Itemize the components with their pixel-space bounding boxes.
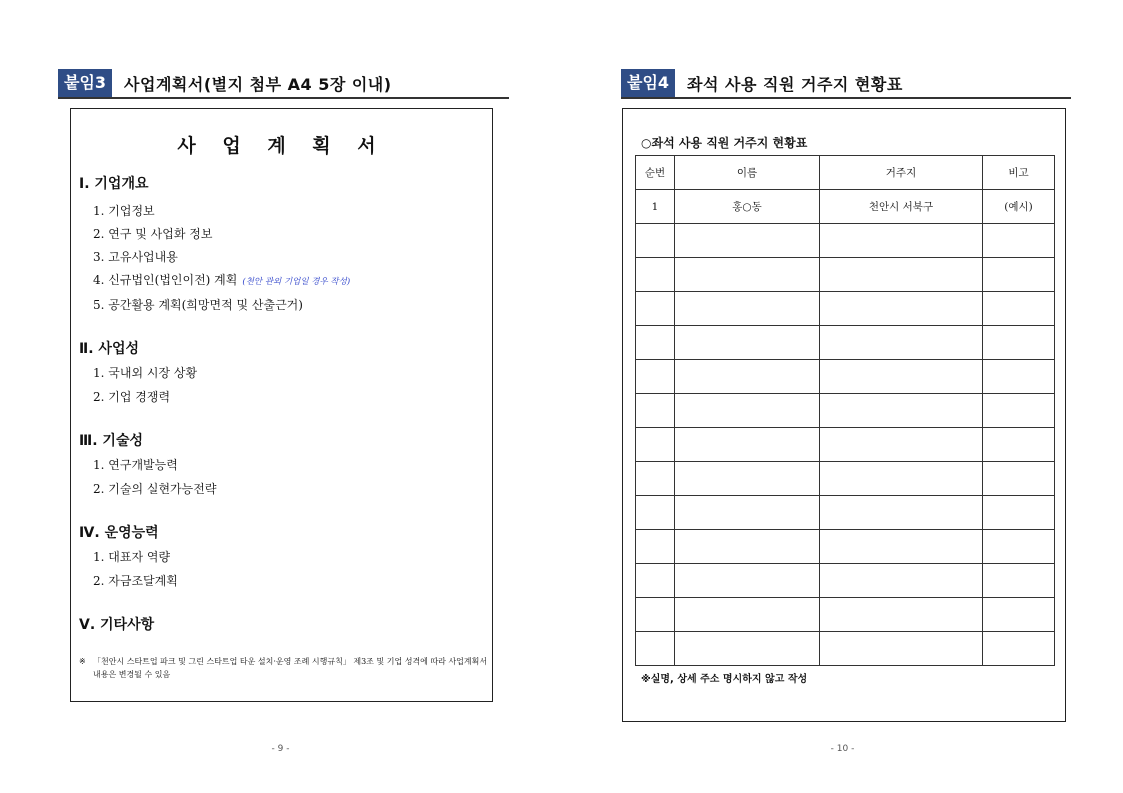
table-cell[interactable]: [820, 564, 983, 598]
table-row: [636, 190, 1055, 224]
table-cell[interactable]: [983, 564, 1055, 598]
section-item: 1. 연구개발능력: [93, 458, 178, 472]
column-header: 거주지: [820, 156, 983, 190]
table-cell[interactable]: [820, 632, 983, 666]
table-row: [636, 394, 1055, 428]
table-cell[interactable]: 홍○동: [675, 190, 820, 224]
section-heading: Ⅱ. 사업성: [79, 341, 139, 357]
table-cell[interactable]: 1: [636, 190, 675, 224]
table-cell[interactable]: [636, 224, 675, 258]
footnote-text: 「천안시 스타트업 파크 및 그린 스타트업 타운 설치·운영 조례 시행규칙」 제3조 및 기업 성격에 따라 사업계획서 내용은 변경될 수 있음: [93, 657, 488, 679]
table-row: [636, 564, 1055, 598]
table-title: ○좌석 사용 직원 거주지 현황표: [641, 136, 808, 150]
table-cell[interactable]: [675, 258, 820, 292]
table-cell[interactable]: [675, 360, 820, 394]
table-cell[interactable]: [636, 496, 675, 530]
table-cell[interactable]: [636, 428, 675, 462]
header-rule: [621, 97, 1071, 99]
table-cell[interactable]: [820, 258, 983, 292]
table-cell[interactable]: [636, 258, 675, 292]
table-cell[interactable]: [820, 224, 983, 258]
table-cell[interactable]: [983, 428, 1055, 462]
table-cell[interactable]: [820, 496, 983, 530]
table-cell[interactable]: [983, 598, 1055, 632]
table-cell[interactable]: [820, 428, 983, 462]
section-item: 1. 기업정보: [93, 204, 155, 218]
attachment-badge: 붙임3: [58, 69, 112, 97]
table-cell[interactable]: [820, 326, 983, 360]
section-item: 1. 대표자 역량: [93, 550, 171, 564]
table-cell[interactable]: [675, 428, 820, 462]
section-item: 1. 국내외 시장 상황: [93, 366, 198, 380]
table-cell[interactable]: [820, 530, 983, 564]
page-number: - 10 -: [830, 744, 855, 754]
table-cell[interactable]: [636, 598, 675, 632]
table-row: [636, 326, 1055, 360]
table-cell[interactable]: [983, 632, 1055, 666]
table-cell[interactable]: [636, 292, 675, 326]
table-cell[interactable]: [675, 496, 820, 530]
table-cell[interactable]: [636, 360, 675, 394]
table-cell[interactable]: [983, 360, 1055, 394]
table-row: [636, 598, 1055, 632]
section-heading: Ⅲ. 기술성: [79, 433, 143, 449]
section-item: 5. 공간활용 계획(희망면적 및 산출근거): [93, 298, 303, 312]
table-row: [636, 632, 1055, 666]
residence-table-box: [622, 108, 1066, 722]
column-header: 이름: [675, 156, 820, 190]
table-cell[interactable]: [636, 326, 675, 360]
table-cell[interactable]: [983, 530, 1055, 564]
section-item: 2. 자금조달계획: [93, 574, 178, 588]
table-cell[interactable]: [983, 496, 1055, 530]
table-row: [636, 462, 1055, 496]
footnote: [79, 655, 489, 681]
section-item: 3. 고유사업내용: [93, 250, 178, 264]
table-row: [636, 530, 1055, 564]
page-number: - 9 -: [271, 744, 290, 754]
attachment-title: 사업계획서(별지 첨부 A4 5장 이내): [124, 74, 392, 94]
table-cell[interactable]: [675, 292, 820, 326]
table-cell[interactable]: [675, 564, 820, 598]
attachment-header: [58, 69, 392, 97]
section-heading: Ⅳ. 운영능력: [79, 525, 159, 541]
table-cell[interactable]: [636, 462, 675, 496]
column-header: 비고: [983, 156, 1055, 190]
table-cell[interactable]: [820, 292, 983, 326]
table-cell[interactable]: [983, 326, 1055, 360]
table-cell[interactable]: [636, 530, 675, 564]
table-cell[interactable]: (예시): [983, 190, 1055, 224]
item-note: (천안 관외 기업일 경우 작성): [242, 277, 351, 287]
table-cell[interactable]: [675, 326, 820, 360]
attachment-badge: 붙임4: [621, 69, 675, 97]
footnote-mark: ※: [79, 657, 86, 666]
header-rule: [58, 97, 509, 99]
section-heading: Ⅰ. 기업개요: [79, 176, 149, 192]
section-item: 2. 기업 경쟁력: [93, 390, 171, 404]
table-cell[interactable]: [820, 360, 983, 394]
section-item: 2. 연구 및 사업화 정보: [93, 227, 213, 241]
business-plan-box: [70, 108, 493, 702]
table-cell[interactable]: 천안시 서북구: [820, 190, 983, 224]
table-row: [636, 258, 1055, 292]
table-cell[interactable]: [820, 598, 983, 632]
table-row: [636, 428, 1055, 462]
table-cell[interactable]: [636, 564, 675, 598]
column-header: 순번: [636, 156, 675, 190]
attachment-header: [621, 69, 903, 97]
page-10: [562, 0, 1123, 793]
table-cell[interactable]: [820, 394, 983, 428]
table-cell[interactable]: [983, 292, 1055, 326]
document-title: 사 업 계 획 서: [177, 135, 386, 157]
section-item-text: 4. 신규법인(법인이전) 계획: [93, 273, 238, 287]
section-heading: Ⅴ. 기타사항: [79, 617, 155, 633]
table-cell[interactable]: [983, 394, 1055, 428]
residence-table: [635, 155, 1055, 666]
table-row: [636, 496, 1055, 530]
table-cell[interactable]: [675, 598, 820, 632]
table-header-row: [636, 156, 1055, 190]
page-9: [0, 0, 561, 793]
table-row: [636, 224, 1055, 258]
table-cell[interactable]: [636, 632, 675, 666]
table-cell[interactable]: [820, 462, 983, 496]
section-item: [93, 271, 350, 288]
table-cell[interactable]: [675, 224, 820, 258]
table-note: ※실명, 상세 주소 명시하지 않고 작성: [641, 674, 808, 685]
table-cell[interactable]: [675, 632, 820, 666]
table-row: [636, 292, 1055, 326]
table-row: [636, 360, 1055, 394]
table-cell[interactable]: [983, 462, 1055, 496]
table-cell[interactable]: [983, 258, 1055, 292]
table-cell[interactable]: [675, 394, 820, 428]
attachment-title: 좌석 사용 직원 거주지 현황표: [687, 74, 903, 94]
table-cell[interactable]: [675, 530, 820, 564]
table-cell[interactable]: [636, 394, 675, 428]
section-item: 2. 기술의 실현가능전략: [93, 482, 217, 496]
table-cell[interactable]: [675, 462, 820, 496]
table-cell[interactable]: [983, 224, 1055, 258]
